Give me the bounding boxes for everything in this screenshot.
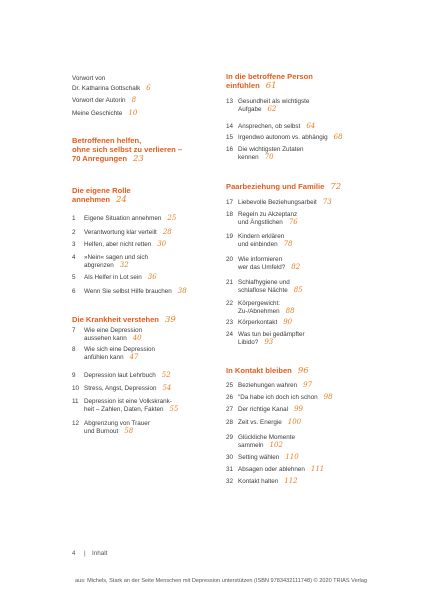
entry-page-number: 64 bbox=[306, 122, 316, 130]
toc-entry[interactable] bbox=[72, 288, 187, 296]
entry-page-number: 82 bbox=[291, 262, 301, 271]
entry-page-number: 28 bbox=[162, 228, 172, 236]
entry-title-line: Wenn Sie selbst Hilfe brauchen bbox=[84, 288, 172, 295]
entry-page-number: 25 bbox=[167, 214, 177, 222]
entry-number: 29 bbox=[226, 434, 234, 441]
entry-number: 4 bbox=[72, 254, 76, 261]
entry-number: 3 bbox=[72, 241, 76, 248]
entry-number: 1 bbox=[72, 215, 76, 222]
toc-entry[interactable] bbox=[72, 97, 136, 105]
entry-title-line: aussehen kann bbox=[84, 334, 127, 342]
copyright-line: aus: Michels, Stark an der Seite Menschen mit Depression unterstützen (ISBN 9783432111748) © 2020 TRIAS Verlag bbox=[74, 578, 368, 584]
entry-page-number: 97 bbox=[303, 381, 313, 389]
section-page-number: 61 bbox=[265, 81, 277, 91]
entry-number: 27 bbox=[226, 406, 234, 413]
entry-page-number: 47 bbox=[129, 352, 139, 361]
entry-page-number: 40 bbox=[132, 333, 142, 342]
entry-title-line: Depression laut Lehrbuch bbox=[84, 372, 156, 379]
entry-page-number: 52 bbox=[161, 371, 171, 379]
entry-number: 24 bbox=[226, 331, 234, 338]
entry-page-number: 10 bbox=[128, 109, 138, 117]
entry-title-line: heit – Zahlen, Daten, Fakten bbox=[84, 405, 164, 413]
entry-title-line: Irgendwo autonom vs. abhängig bbox=[238, 134, 328, 141]
toc-entry[interactable] bbox=[226, 98, 309, 113]
section-heading-line: In die betroffene Person bbox=[226, 72, 313, 81]
entry-title-line: wer das Umfeld? bbox=[238, 263, 286, 271]
entry-page-number: 90 bbox=[283, 318, 293, 326]
toc-entry[interactable] bbox=[72, 229, 172, 237]
entry-page-number: 100 bbox=[287, 418, 302, 426]
toc-entry[interactable] bbox=[226, 406, 303, 414]
entry-title-line: Körpergewicht: bbox=[238, 300, 280, 307]
entry-number: 16 bbox=[226, 146, 234, 153]
entry-page-number: 6 bbox=[146, 84, 151, 92]
entry-title: Dr. Katharina Gottschalk bbox=[72, 85, 141, 92]
toc-entry[interactable] bbox=[72, 385, 171, 393]
toc-entry[interactable] bbox=[72, 420, 150, 435]
entry-page-number: 8 bbox=[131, 96, 137, 104]
section-heading-line: ohne sich selbst zu verlieren – bbox=[72, 145, 183, 154]
entry-title-line: Wie eine Depression bbox=[84, 327, 143, 334]
footer-title: Inhalt bbox=[92, 550, 108, 557]
toc-entry[interactable] bbox=[72, 254, 148, 269]
entry-title-line: schlaflose Nächte bbox=[238, 286, 288, 294]
toc-section-heading[interactable] bbox=[226, 72, 313, 91]
entry-page-number: 93 bbox=[264, 337, 274, 346]
section-heading-line: Paarbeziehung und Familie 72 bbox=[226, 182, 342, 192]
toc-entry[interactable] bbox=[226, 319, 292, 327]
entry-title-line: Gesundheit als wichtigste bbox=[238, 98, 310, 105]
toc-entry[interactable] bbox=[226, 478, 298, 486]
entry-title: Meine Geschichte bbox=[72, 110, 123, 117]
entry-number: 14 bbox=[226, 123, 234, 130]
toc-entry[interactable] bbox=[226, 434, 295, 449]
entry-number: 7 bbox=[72, 327, 76, 334]
toc-entry[interactable] bbox=[226, 134, 343, 142]
entry-title-line: Kontakt halten bbox=[238, 478, 279, 485]
entry-number: 32 bbox=[226, 478, 234, 485]
entry-title: Vorwort der Autorin bbox=[72, 97, 126, 104]
entry-number: 25 bbox=[226, 382, 234, 389]
toc-entry[interactable] bbox=[72, 241, 166, 249]
entry-page-number: 32 bbox=[119, 260, 129, 269]
entry-title-line: "Da habe ich doch ich schon bbox=[238, 394, 318, 401]
entry-title-line: Absagen oder ablehnen bbox=[238, 466, 305, 473]
section-heading-line: Betroffenen helfen, bbox=[72, 136, 142, 145]
entry-title-line: anfühlen kann bbox=[84, 353, 124, 361]
entry-page-number: 30 bbox=[157, 240, 167, 248]
toc-entry[interactable] bbox=[226, 279, 303, 294]
toc-entry[interactable] bbox=[72, 372, 171, 380]
toc-entry[interactable] bbox=[72, 215, 176, 223]
section-page-number: 39 bbox=[164, 315, 176, 325]
entry-title-line: Kindern erklären bbox=[238, 233, 285, 240]
entry-number: 31 bbox=[226, 466, 234, 473]
entry-title-line: Der richtige Kanal bbox=[238, 406, 289, 413]
entry-title-line: Setting wählen bbox=[238, 454, 280, 461]
toc-entry[interactable] bbox=[226, 211, 298, 226]
entry-number: 2 bbox=[72, 229, 76, 236]
entry-title-line: kennen bbox=[238, 153, 259, 161]
toc-entry[interactable] bbox=[72, 398, 178, 413]
entry-title-line: sammeln bbox=[238, 441, 264, 449]
entry-number: 5 bbox=[72, 274, 76, 281]
entry-title-line: und einbinden bbox=[238, 240, 278, 248]
entry-number: 30 bbox=[226, 454, 234, 461]
entry-number: 11 bbox=[72, 398, 79, 405]
section-heading-line: annehmen 24 bbox=[72, 195, 127, 205]
entry-page-number: 73 bbox=[322, 198, 332, 206]
entry-title-line: Depression ist eine Volkskrank- bbox=[84, 398, 172, 405]
entry-title-line: Was tun bei gedämpfter bbox=[238, 331, 305, 338]
toc-entry[interactable] bbox=[226, 454, 299, 462]
entry-page-number: 111 bbox=[310, 465, 325, 473]
toc-entry[interactable] bbox=[226, 466, 324, 474]
entry-title-line: Zeit vs. Energie bbox=[238, 419, 282, 426]
section-heading-line: Die Krankheit verstehen 39 bbox=[72, 315, 176, 325]
section-heading-line: Die eigene Rolle bbox=[72, 186, 131, 195]
entry-title-line: Als Helfer in Lot sein bbox=[84, 274, 142, 281]
entry-title-line: Glückliche Momente bbox=[238, 434, 296, 441]
entry-title-line: Wie sich eine Depression bbox=[84, 346, 156, 353]
toc-entry[interactable] bbox=[226, 123, 315, 131]
entry-page-number: 68 bbox=[333, 133, 343, 141]
entry-page-number: 110 bbox=[285, 453, 299, 461]
toc-section-heading[interactable] bbox=[72, 136, 182, 164]
entry-title: Vorwort von bbox=[72, 75, 106, 82]
toc-entry[interactable] bbox=[226, 256, 300, 271]
toc-section-heading[interactable] bbox=[72, 186, 131, 205]
toc-section-heading[interactable] bbox=[226, 182, 341, 192]
entry-title-line: »Nein« sagen und sich bbox=[84, 254, 149, 261]
entry-number: 23 bbox=[226, 319, 234, 326]
entry-page-number: 112 bbox=[284, 477, 298, 485]
entry-number: 21 bbox=[226, 279, 234, 286]
entry-title-line: Wie informieren bbox=[238, 256, 283, 263]
entry-page-number: 88 bbox=[285, 306, 295, 315]
entry-page-number: 62 bbox=[267, 104, 277, 113]
section-heading-line: 70 Anregungen 23 bbox=[72, 154, 144, 164]
entry-title-line: Beziehungen wahren bbox=[238, 382, 298, 389]
toc-entry[interactable] bbox=[226, 394, 333, 402]
entry-page-number: 99 bbox=[294, 405, 303, 413]
entry-number: 13 bbox=[226, 98, 234, 105]
toc-entry[interactable] bbox=[226, 146, 303, 161]
entry-title-line: Eigene Situation annehmen bbox=[84, 215, 162, 222]
entry-number: 12 bbox=[72, 420, 80, 427]
toc-entry[interactable] bbox=[226, 233, 293, 248]
toc-entry[interactable] bbox=[72, 75, 105, 83]
entry-title-line: Stress, Angst, Depression bbox=[84, 385, 157, 392]
entry-title-line: und Ängstlichen bbox=[238, 218, 283, 226]
entry-title-line: abgrenzen bbox=[84, 261, 114, 269]
section-page-number: 24 bbox=[115, 195, 127, 205]
toc-entry[interactable] bbox=[226, 199, 332, 207]
toc-entry[interactable] bbox=[226, 419, 301, 427]
footer-separator: | bbox=[84, 550, 86, 557]
entry-title-line: Liebevolle Beziehungsarbeit bbox=[238, 199, 317, 206]
entry-title-line: Regeln zu Akzeptanz bbox=[238, 211, 298, 218]
entry-page-number: 55 bbox=[169, 404, 179, 413]
toc-entry[interactable] bbox=[226, 300, 295, 315]
entry-number: 10 bbox=[72, 385, 80, 392]
entry-number: 20 bbox=[226, 256, 234, 263]
entry-title-line: Libido? bbox=[238, 338, 259, 346]
entry-title-line: Körperkontakt bbox=[238, 319, 278, 326]
entry-page-number: 36 bbox=[147, 273, 157, 281]
entry-page-number: 54 bbox=[162, 384, 172, 392]
entry-title-line: Die wichtigsten Zutaten bbox=[238, 146, 304, 153]
entry-number: 8 bbox=[72, 346, 76, 353]
entry-page-number: 98 bbox=[323, 393, 333, 401]
entry-number: 26 bbox=[226, 394, 234, 401]
entry-title-line: Helfen, aber nicht retten bbox=[84, 241, 152, 248]
entry-title-line: Abgrenzung von Trauer bbox=[84, 420, 150, 427]
entry-page-number: 78 bbox=[283, 239, 293, 248]
entry-number: 18 bbox=[226, 211, 234, 218]
entry-title-line: Verantwortung klar verteilt bbox=[84, 229, 157, 236]
entry-number: 22 bbox=[226, 300, 234, 307]
toc-entry[interactable] bbox=[72, 327, 142, 342]
section-heading-line: einfühlen 61 bbox=[226, 81, 277, 91]
section-page-number: 23 bbox=[133, 154, 144, 164]
toc-entry[interactable] bbox=[72, 346, 155, 361]
entry-title-line: und Burnout bbox=[84, 427, 119, 435]
entry-title-line: Ansprechen, ob selbst bbox=[238, 123, 301, 130]
footer-page-number: 4 bbox=[72, 550, 76, 557]
entry-title-line: Zu-/Abnehmen bbox=[238, 307, 280, 315]
entry-page-number: 58 bbox=[124, 426, 134, 435]
toc-entry[interactable] bbox=[226, 331, 305, 346]
entry-page-number: 85 bbox=[293, 285, 303, 294]
entry-number: 9 bbox=[72, 372, 76, 379]
entry-page-number: 70 bbox=[264, 152, 274, 161]
toc-entry[interactable] bbox=[72, 274, 157, 282]
section-page-number: 96 bbox=[297, 366, 309, 376]
section-page-number: 72 bbox=[330, 182, 342, 192]
entry-title-line: Schlafhygiene und bbox=[238, 279, 290, 286]
entry-number: 15 bbox=[226, 134, 234, 141]
entry-page-number: 102 bbox=[269, 440, 283, 449]
entry-page-number: 76 bbox=[288, 217, 298, 226]
entry-page-number: 38 bbox=[177, 287, 187, 295]
toc-entry[interactable] bbox=[72, 110, 137, 118]
toc-section-heading[interactable] bbox=[226, 366, 309, 376]
entry-number: 19 bbox=[226, 233, 234, 240]
entry-number: 17 bbox=[226, 199, 234, 206]
entry-number: 28 bbox=[226, 419, 234, 426]
entry-number: 6 bbox=[72, 288, 76, 295]
section-heading-line: In Kontakt bleiben 96 bbox=[226, 366, 309, 376]
toc-entry[interactable] bbox=[226, 382, 312, 390]
entry-title-line: Aufgabe bbox=[238, 105, 262, 113]
toc-entry[interactable] bbox=[72, 85, 151, 93]
toc-section-heading[interactable] bbox=[72, 315, 176, 325]
